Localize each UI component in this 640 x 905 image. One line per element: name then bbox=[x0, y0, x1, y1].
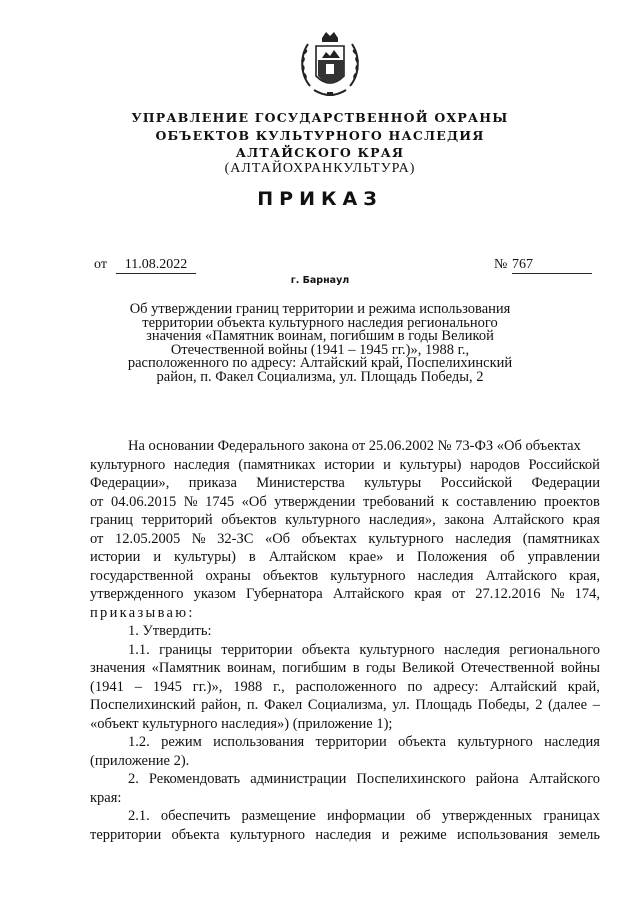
word: 1745 bbox=[205, 493, 235, 510]
word: 1.1. bbox=[128, 641, 150, 658]
word: Поспелихинский bbox=[90, 697, 196, 713]
word: культуры bbox=[364, 475, 422, 491]
word: «Памятник bbox=[151, 660, 221, 676]
word: района bbox=[475, 771, 519, 787]
word: от bbox=[451, 586, 466, 602]
word: культурного bbox=[229, 826, 306, 843]
word: (памятниках bbox=[238, 456, 316, 473]
word: Поспелихинского bbox=[356, 771, 466, 787]
word: Площадь bbox=[415, 697, 472, 713]
word: № bbox=[550, 586, 565, 602]
word: Алтайского bbox=[332, 586, 405, 602]
word: от bbox=[90, 530, 104, 547]
body-line bbox=[90, 826, 600, 845]
word: ул. bbox=[392, 697, 410, 713]
org-name-line-1: УПРАВЛЕНИЕ ГОСУДАРСТВЕННОЙ ОХРАНЫ bbox=[131, 110, 509, 125]
word: границах bbox=[543, 808, 600, 824]
word: Российской bbox=[528, 456, 600, 473]
word: использования bbox=[213, 734, 305, 750]
body-line bbox=[90, 530, 600, 549]
org-name-line-3: АЛТАЙСКОГО КРАЯ bbox=[235, 145, 405, 160]
word: края, bbox=[568, 567, 600, 584]
word: объекта bbox=[398, 734, 447, 750]
word: Алтайском bbox=[268, 549, 337, 565]
word: Российской bbox=[440, 475, 513, 491]
word: культурного bbox=[368, 530, 444, 547]
word: Рекомендовать bbox=[148, 771, 241, 787]
word: – bbox=[592, 697, 600, 713]
word: 1.2. bbox=[128, 734, 150, 750]
word: (памятниках bbox=[522, 530, 600, 547]
word: и bbox=[396, 549, 405, 565]
word: крае» bbox=[348, 549, 384, 565]
word: годы bbox=[366, 660, 396, 676]
word: к bbox=[441, 493, 449, 510]
body-line bbox=[90, 493, 600, 512]
word: территории bbox=[221, 641, 293, 658]
word: 32-ЗС bbox=[217, 530, 254, 547]
word: Социализма, bbox=[307, 697, 387, 713]
body-line: «объект культурного наследия») (приложение 1); bbox=[90, 715, 393, 732]
word: по bbox=[407, 678, 423, 695]
word: управлении bbox=[527, 549, 600, 565]
word: 174, bbox=[574, 586, 600, 602]
word: администрации bbox=[250, 771, 347, 787]
word: Алтайского bbox=[492, 512, 565, 528]
word: Губернатора bbox=[246, 586, 323, 602]
body-line bbox=[90, 696, 600, 715]
document-type-title: ПРИКАЗ bbox=[257, 188, 383, 210]
document-number: 767 bbox=[512, 257, 592, 274]
body-line bbox=[90, 585, 600, 604]
subject-line: территории объекта культурного наследия регионального bbox=[142, 314, 498, 331]
word: 2 bbox=[535, 697, 543, 713]
body-line bbox=[90, 548, 600, 567]
word: народов bbox=[470, 456, 520, 473]
word: Отечественной bbox=[460, 660, 555, 676]
word: Министерства bbox=[256, 475, 345, 491]
word: войны bbox=[560, 660, 600, 676]
word: территории bbox=[315, 734, 387, 750]
order-word: приказываю: bbox=[90, 604, 195, 621]
word: об bbox=[500, 549, 515, 565]
word: значения bbox=[90, 660, 146, 676]
item-1: 1. Утвердить: bbox=[128, 623, 212, 639]
body-line bbox=[90, 678, 600, 697]
word: расположенного bbox=[295, 678, 397, 695]
word: использования bbox=[457, 826, 549, 843]
word: № bbox=[191, 530, 206, 547]
word: объекта bbox=[171, 826, 220, 843]
subject-line: район, п. Факел Социализма, ул. Площадь Победы, 2 bbox=[156, 368, 484, 385]
word: информации bbox=[326, 808, 405, 824]
word: обеспечить bbox=[160, 808, 231, 824]
body-line: На основании Федерального закона от 25.06.2002 № 73-ФЗ «Об объектах bbox=[128, 438, 581, 454]
document-date: 11.08.2022 bbox=[116, 257, 196, 274]
word: – bbox=[134, 678, 142, 695]
word: составлению bbox=[456, 493, 537, 510]
word: размещение bbox=[241, 808, 316, 824]
word: (далее bbox=[548, 697, 588, 713]
word: Алтайского bbox=[528, 771, 600, 787]
word: указом bbox=[193, 586, 236, 602]
word: от bbox=[90, 493, 104, 510]
word: п. bbox=[246, 697, 259, 713]
word: в bbox=[248, 549, 256, 565]
word: «Об bbox=[264, 530, 291, 547]
word: объекта bbox=[301, 641, 350, 658]
subject-line: Об утверждении границ территории и режима использования bbox=[129, 301, 511, 317]
word: истории bbox=[90, 549, 141, 565]
word: 1945 bbox=[152, 678, 182, 695]
word: территорий bbox=[141, 512, 213, 528]
org-short-name: (АЛТАЙОХРАНКУЛЬТУРА) bbox=[224, 161, 416, 176]
body-line bbox=[90, 511, 600, 530]
subject-line: расположенного по адресу: Алтайский край, Поспелихинский bbox=[127, 355, 513, 371]
word: закона bbox=[444, 512, 485, 528]
word: г., bbox=[273, 678, 285, 695]
number-prefix: № bbox=[494, 257, 508, 272]
word: район, bbox=[201, 697, 242, 713]
word: земель bbox=[558, 826, 600, 843]
word: Федерации», bbox=[90, 475, 170, 491]
word: границ bbox=[90, 512, 133, 528]
word: в bbox=[352, 660, 360, 676]
body-line bbox=[90, 659, 600, 678]
document-subject bbox=[120, 303, 520, 384]
word: наследия bbox=[455, 530, 512, 547]
word: край, bbox=[567, 678, 600, 695]
item-1-2-line bbox=[90, 733, 600, 752]
word: наследия bbox=[544, 734, 600, 750]
word: объектах bbox=[301, 530, 357, 547]
word: адресу: bbox=[433, 678, 479, 695]
word: утверждении bbox=[274, 493, 356, 510]
word: края bbox=[414, 586, 442, 602]
word: наследия bbox=[443, 641, 500, 658]
item-2-line bbox=[90, 770, 600, 789]
word: охраны bbox=[205, 567, 251, 584]
word: наследия bbox=[315, 826, 372, 843]
word: (1941 bbox=[90, 678, 124, 695]
body-line bbox=[90, 567, 600, 586]
word: объектов bbox=[221, 512, 277, 528]
word: режиме bbox=[399, 826, 447, 843]
word: Великой bbox=[401, 660, 455, 676]
word: Федерации bbox=[531, 475, 600, 491]
word: культурного bbox=[285, 512, 361, 528]
word: «Об bbox=[241, 493, 267, 510]
word: об bbox=[416, 808, 431, 824]
body-line: (приложение 2). bbox=[90, 752, 190, 769]
body-line bbox=[90, 456, 600, 475]
word: гг.)», bbox=[192, 678, 223, 695]
item-2-1-line bbox=[90, 807, 600, 826]
item-1-1-line bbox=[90, 641, 600, 660]
word: воинам, bbox=[226, 660, 276, 676]
word: культуры) bbox=[399, 456, 462, 473]
word: режим bbox=[161, 734, 202, 750]
word: утвержденных bbox=[441, 808, 533, 824]
word: культурного bbox=[330, 567, 406, 584]
word: и bbox=[383, 456, 391, 473]
word: границы bbox=[159, 641, 212, 658]
word: государственной bbox=[90, 567, 194, 584]
word: погибшим bbox=[282, 660, 347, 676]
word: № bbox=[183, 493, 198, 510]
word: требований bbox=[362, 493, 435, 510]
subject-line: Отечественной войны (1941 – 1945 гг.)», 1988 г., bbox=[170, 341, 470, 358]
word: Победы, bbox=[477, 697, 530, 713]
word: 2.1. bbox=[128, 808, 150, 824]
word: истории bbox=[324, 456, 375, 473]
word: регионального bbox=[509, 641, 600, 658]
body-line bbox=[90, 474, 600, 493]
word: объектов bbox=[262, 567, 319, 584]
date-prefix: от bbox=[94, 257, 107, 272]
subject-line: значения «Памятник воинам, погибшим в годы Великой bbox=[146, 328, 494, 344]
altai-krai-coat-of-arms-icon bbox=[296, 26, 364, 106]
word: культурного bbox=[90, 456, 166, 473]
word: и bbox=[381, 826, 390, 843]
word: Факел bbox=[263, 697, 303, 713]
word: приказа bbox=[188, 475, 237, 491]
word: территории bbox=[90, 826, 162, 843]
word: культурного bbox=[457, 734, 533, 750]
word: наследия», bbox=[368, 512, 436, 528]
word: 2. bbox=[128, 771, 139, 787]
city-name: г. Барнаул bbox=[290, 275, 350, 286]
word: 27.12.2016 bbox=[475, 586, 541, 602]
word: 04.06.2015 bbox=[110, 493, 177, 510]
word: 1988 bbox=[233, 678, 263, 695]
word: Положения bbox=[417, 549, 488, 565]
word: 12.05.2005 bbox=[114, 530, 181, 547]
org-name-line-2: ОБЪЕКТОВ КУЛЬТУРНОГО НАСЛЕДИЯ bbox=[155, 128, 485, 143]
word: наследия bbox=[417, 567, 474, 584]
word: края bbox=[572, 512, 600, 528]
document-body bbox=[90, 437, 600, 844]
word: утвержденного bbox=[90, 586, 184, 602]
word: Алтайский bbox=[489, 678, 557, 695]
word: Алтайского bbox=[485, 567, 557, 584]
word: и bbox=[153, 549, 162, 565]
word: культуры) bbox=[174, 549, 236, 565]
word: наследия bbox=[173, 456, 230, 473]
body-line: края: bbox=[90, 789, 122, 806]
word: проектов bbox=[543, 493, 600, 510]
word: культурного bbox=[359, 641, 435, 658]
